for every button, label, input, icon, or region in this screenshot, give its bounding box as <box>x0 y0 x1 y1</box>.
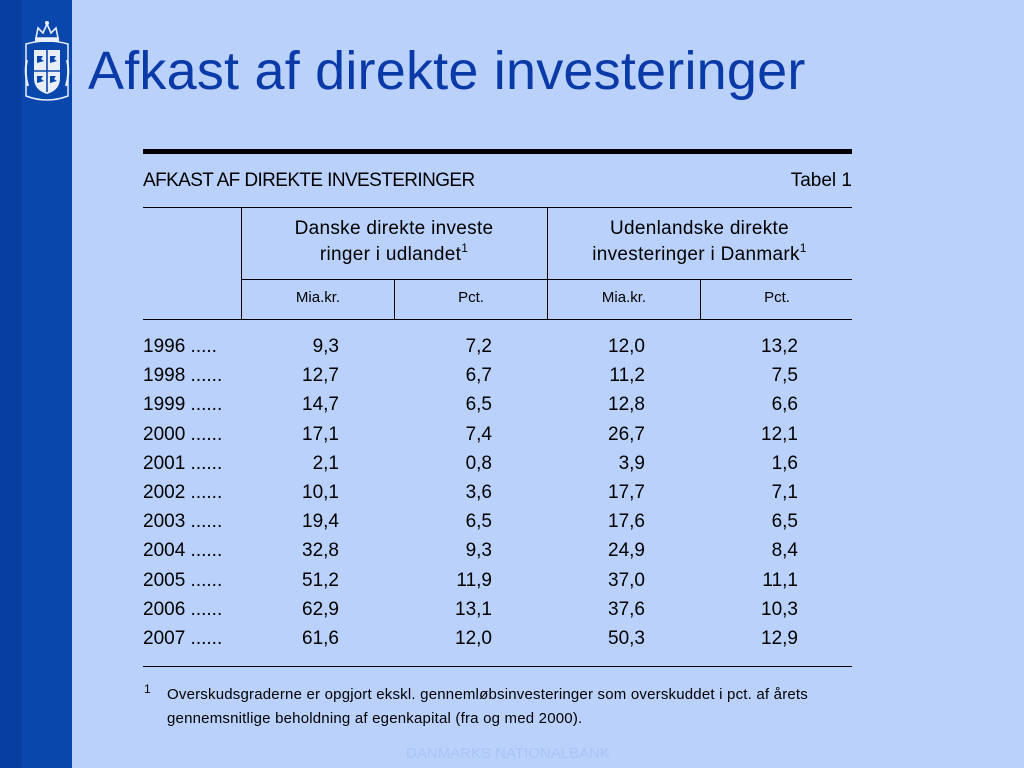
year-cell: 2003 ...... <box>143 511 223 533</box>
value-cell: 3,9 <box>618 452 645 474</box>
value-cell: 6,6 <box>771 394 798 416</box>
table-row <box>143 511 852 540</box>
footnote-mark: 1 <box>144 682 151 696</box>
year-cell: 2007 ...... <box>143 628 223 649</box>
table-header-rule <box>143 207 852 208</box>
table-row <box>143 482 852 511</box>
value-cell: 12,0 <box>455 628 492 649</box>
value-cell: 61,6 <box>302 628 339 649</box>
year-cell: 1998 ...... <box>143 365 223 387</box>
value-cell: 12,8 <box>608 394 645 416</box>
value-cell: 12,7 <box>302 365 339 387</box>
left-sidebar <box>0 0 72 768</box>
sidebar-stripe <box>22 0 72 768</box>
value-cell: 11,2 <box>609 365 645 387</box>
value-cell: 17,6 <box>608 511 645 533</box>
value-cell: 9,3 <box>465 540 492 562</box>
unit-label: Mia.kr. <box>601 289 647 306</box>
value-cell: 13,2 <box>761 336 798 357</box>
value-cell: 7,5 <box>771 365 798 387</box>
table-title: AFKAST AF DIREKTE INVESTERINGER <box>143 170 475 191</box>
group-header-foreign-investments <box>547 216 852 268</box>
value-cell: 1,6 <box>771 452 798 474</box>
table-row <box>143 599 852 628</box>
value-cell: 32,8 <box>302 540 339 562</box>
year-cell: 2004 ...... <box>143 540 223 562</box>
value-cell: 6,5 <box>465 511 492 533</box>
table-row <box>143 365 852 394</box>
value-cell: 11,1 <box>762 569 798 591</box>
year-cell: 2002 ...... <box>143 482 223 503</box>
value-cell: 17,7 <box>608 482 645 503</box>
table-row <box>143 570 852 599</box>
value-cell: 37,6 <box>608 598 645 620</box>
year-cell: 2005 ...... <box>143 569 223 591</box>
value-cell: 12,1 <box>761 423 798 445</box>
value-cell: 17,1 <box>302 423 339 445</box>
table-row <box>143 453 852 482</box>
unit-label: Mia.kr. <box>295 289 341 306</box>
table-body-rule <box>143 319 852 320</box>
value-cell: 10,1 <box>302 482 339 503</box>
unit-label: Pct. <box>458 289 484 306</box>
value-cell: 7,2 <box>465 336 492 357</box>
table-row <box>143 424 852 453</box>
value-cell: 6,5 <box>465 394 492 416</box>
value-cell: 51,2 <box>302 569 339 591</box>
year-cell: 2000 ...... <box>143 423 223 445</box>
royal-coat-of-arms-icon <box>22 20 72 106</box>
value-cell: 0,8 <box>465 452 492 474</box>
value-cell: 24,9 <box>608 540 645 562</box>
group-header-line: Udenlandske direkte <box>610 218 789 239</box>
value-cell: 37,0 <box>608 569 645 591</box>
year-cell: 1999 ...... <box>143 394 223 416</box>
value-cell: 7,1 <box>771 482 798 503</box>
value-cell: 6,7 <box>465 365 492 387</box>
group-header-line: investeringer i Danmark <box>592 244 800 265</box>
value-cell: 50,3 <box>608 628 645 649</box>
table-row <box>143 336 852 365</box>
value-cell: 10,3 <box>761 598 798 620</box>
slide-title: Afkast af direkte investeringer <box>88 41 806 101</box>
group-header-danish-investments <box>241 216 547 268</box>
value-cell: 26,7 <box>608 423 645 445</box>
table-row <box>143 394 852 423</box>
value-cell: 19,4 <box>302 511 339 533</box>
year-cell: 2006 ...... <box>143 598 223 620</box>
unit-header-rule <box>241 279 852 280</box>
value-cell: 8,4 <box>771 540 798 562</box>
footnote-ref: 1 <box>461 241 469 255</box>
value-cell: 9,3 <box>312 336 339 357</box>
group-header-line: ringer i udlandet <box>319 244 462 265</box>
value-cell: 11,9 <box>456 569 492 591</box>
value-cell: 7,4 <box>465 423 492 445</box>
group-header-line: Danske direkte investe <box>294 218 494 239</box>
unit-label: Pct. <box>764 289 790 306</box>
value-cell: 13,1 <box>455 598 492 620</box>
value-cell: 12,0 <box>608 336 645 357</box>
value-cell: 3,6 <box>465 482 492 503</box>
value-cell: 2,1 <box>312 452 339 474</box>
table-top-rule <box>143 149 852 154</box>
value-cell: 14,7 <box>302 394 339 416</box>
value-cell: 62,9 <box>302 598 339 620</box>
table-row <box>143 540 852 569</box>
footnote-ref: 1 <box>799 241 807 255</box>
value-cell: 6,5 <box>771 511 798 533</box>
table-bottom-rule <box>143 666 852 667</box>
value-cell: 12,9 <box>761 628 798 649</box>
footnote-text: Overskudsgraderne er opgjort ekskl. gennemløbsinvesteringer som overskuddet i pct. af årets gennemsnitlige beholdning af egenkapital (fra og med 2000). <box>167 686 808 727</box>
year-cell: 1996 ..... <box>143 336 217 357</box>
year-cell: 2001 ...... <box>143 452 223 474</box>
table-number: Tabel 1 <box>790 170 852 191</box>
table-row <box>143 628 852 657</box>
footer-brand: DANMARKS NATIONALBANK <box>406 745 610 762</box>
